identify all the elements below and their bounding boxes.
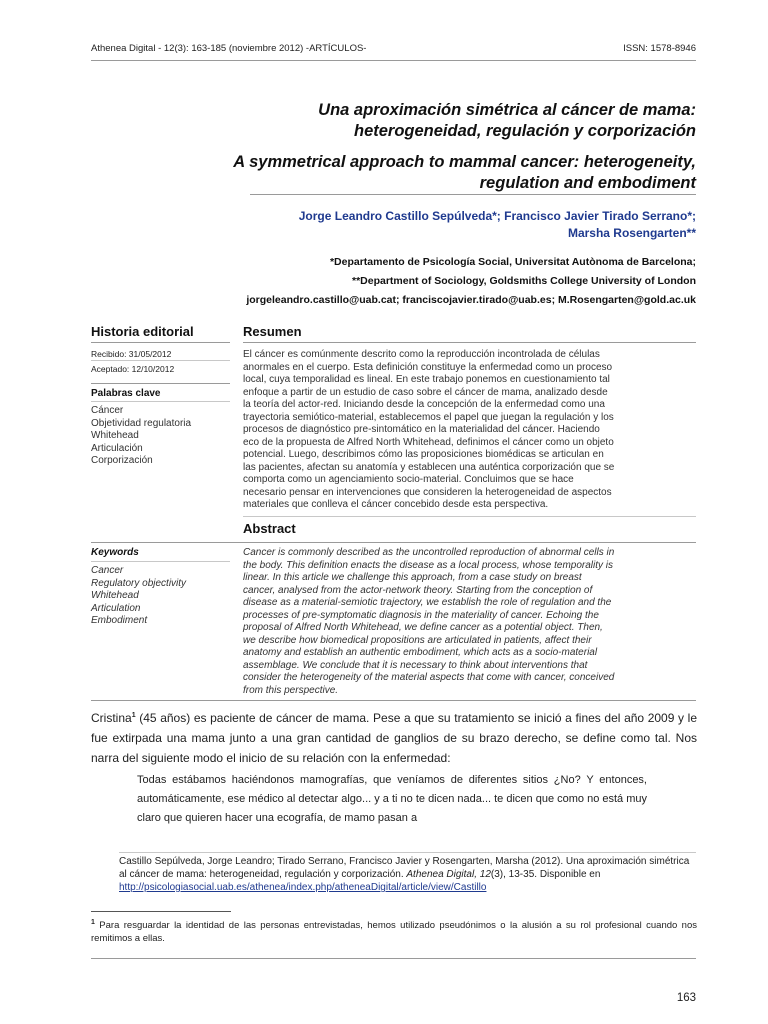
journal-header: Athenea Digital - 12(3): 163-185 (noviembre 2012) -ARTÍCULOS- <box>91 43 367 54</box>
keyword: Whitehead <box>91 590 139 601</box>
keyword: Corporización <box>91 455 153 466</box>
palabras-clave-heading: Palabras clave <box>91 388 161 399</box>
title-english: A symmetrical approach to mammal cancer: heterogeneity, regulation and embodiment <box>233 153 696 192</box>
keywords-heading: Keywords <box>91 547 139 558</box>
title-rule <box>250 194 696 195</box>
abstract-text: Cancer is commonly described as the uncontrolled reproduction of abnormal cells in the body. This definition enacts the disease as a local process, whose temporality is linear. In this article we challenge this approach, from a case study on breast cancer, analysed from the actor-network theory. Starting from the conception of disease as a material-semiotic trajectory, we establish the role of regulation and the processes of pre-symptomatic diagnosis in the materiality of cancer. Echoing the proposal of Alfred North Whitehead, we define cancer as a potential object. Then, we describe how biomedical propositions are articulated in patients, affect their anatomy and establish an authentic embodiment, which acts as a socio-material assemblage. We conclude that it is necessary to think about interventions that consider the heterogeneity of the material aspects that come with cancer, conceived from this perspective. <box>243 547 615 696</box>
title-spanish: Una aproximación simétrica al cáncer de mama: heterogeneidad, regulación y corporización <box>318 101 696 140</box>
keyword: Articulation <box>91 602 141 614</box>
body-paragraph: Cristina$^1$ (45 años) es paciente de cáncer de mama. Pese a que su tratamiento se inició a fines del año 2009 y le fue extirpada una mama junto a una gran cantidad de ganglios de su brazo derecho, se define como tal. Nos narra del siguiente modo el inicio de su relación con la enfermedad: <box>91 711 697 765</box>
interview-quote: Todas estábamos haciéndonos mamografías, que veníamos de diferentes sitios ¿No? Y entonces, automáticamente, ese médico al detectar algo... y a ti no te dicen nada... te dicen que como no está muy claro que quieren hacer una ecografía, de mamo pasan a <box>137 774 647 824</box>
keyword: Objetividad regulatoria <box>91 417 192 429</box>
citation: Castillo Sepúlveda, Jorge Leandro; Tirado Serrano, Francisco Javier y Rosengarten, Marsha (2012). Una aproximación simétrica al cáncer de mama: heterogeneidad, regulación y corporización. Athenea Digital, 12(3), 13-35. Disponible en http://psicologiasocial.uab.es/athenea/index.php/atheneaDigital/article/view/Castillo <box>119 856 690 893</box>
keywords-list <box>91 565 186 628</box>
issn: ISSN: 1578-8946 <box>623 43 696 54</box>
page-number: 163 <box>676 992 696 1004</box>
palabras-clave-list <box>91 405 191 468</box>
keyword: Articulación <box>91 442 143 454</box>
accepted-date: Aceptado: 12/10/2012 <box>91 364 175 374</box>
keyword: Cáncer <box>91 405 124 416</box>
abstract-heading: Abstract <box>243 521 296 536</box>
keyword: Whitehead <box>91 430 139 441</box>
affiliations: *Departamento de Psicología Social, Universitat Autònoma de Barcelona; **Department of Sociology, Goldsmiths College University of London jorgeleandro.castillo@uab.cat; franciscojavier.tirado@uab.es; M.Rosengarten@gold.ac.uk <box>246 256 696 306</box>
keyword: Regulatory objectivity <box>91 577 187 589</box>
resumen-text: El cáncer es comúnmente descrito como la reproducción incontrolada de células anormales en el cuerpo. Esta definición constituye la enfermedad como un proceso local, cuya temporalidad es lineal. En este trabajo ponemos en cuestionamiento tal enfoque a partir de un estudio de caso sobre el cáncer de mama, analizado desde la teoría del actor-red. Iniciando desde la concepción de la enfermedad como una trayectoria semiótico-material, establecemos el papel que juegan la regulación y los procesos de diagnóstico pre-sintomático en la materialidad del cáncer. Haciendo eco de la propuesta de Alfred North Whitehead, definimos el cáncer como un objeto potencial. Luego, describimos cómo las proposiciones biomédicas se articulan en las pacientes, afectan su anatomía y establecen una auténtica corporización que se comporta como un agenciamiento socio-material. Concluimos que se hace necesario pensar en intervenciones que consideren la heterogeneidad de aspectos materiales que conlleva el cáncer concebido desde esta perspectiva. <box>243 349 615 510</box>
keyword: Cancer <box>91 565 124 576</box>
editorial-heading: Historia editorial <box>91 324 194 339</box>
citation-link[interactable]: http://psicologiasocial.uab.es/athenea/index.php/atheneaDigital/article/view/Castillo <box>119 882 487 893</box>
received-date: Recibido: 31/05/2012 <box>91 349 172 359</box>
resumen-heading: Resumen <box>243 324 302 339</box>
keyword: Embodiment <box>91 615 148 626</box>
footnote: $^1$ Para resguardar la identidad de las personas entrevistadas, hemos utilizado pseudónimos o la alusión a su rol profesional cuando nos remitimos a ellas. <box>91 919 697 944</box>
header-rule <box>91 60 696 61</box>
authors: Jorge Leandro Castillo Sepúlveda*; Francisco Javier Tirado Serrano*; Marsha Rosengarten** <box>298 209 696 240</box>
footnote-ref: 1 <box>131 712 136 719</box>
footer-rule <box>91 958 696 959</box>
